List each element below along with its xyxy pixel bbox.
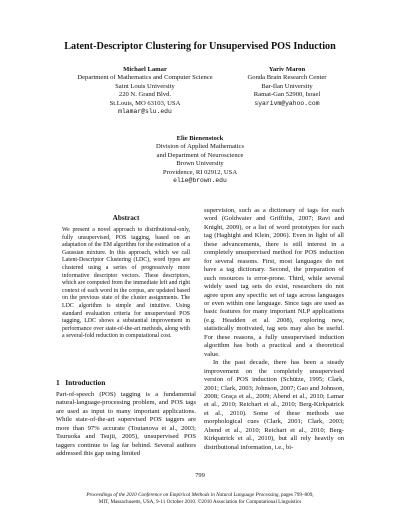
- author-affiliation-line: 220 N. Grand Blvd.: [118, 91, 172, 99]
- page-number: 799: [195, 472, 205, 479]
- right-column-paragraph: In the past decade, there has been a steady improvement on the completely unsupervised version of POS induction (Schütze, 1995; Clark, 2001; Clark, 2003; Johnson, 2007; Gao and Johnson, 2008; Graça et al., 2009; Abend et al., 2010; Lamar et al., 2010; Reichart et al., 2010; Berg-Kirkpatrick et al., 2010). Some of these methods use morphological cues (Clark, 2001; Clark, 2003; Abend et al., 2010; Reichart et al., 2010; Berg-Kirkpatrick et al., 2010), but all rely heavily on distributional information, i.e., bi-: [204, 359, 344, 451]
- author-email: syarivm@yahoo.com: [254, 99, 320, 107]
- author-affiliation-line: Department of Mathematics and Computer Science: [77, 74, 213, 82]
- author-affiliation-line: Bar-Ilan University: [261, 82, 313, 90]
- footer-location: MIT, Massachusetts, USA, 9-11 October 2010. ©2010 Association for Computational Linguistics: [98, 498, 302, 505]
- page-footer: [0, 492, 400, 505]
- author-affiliation-line: Providence, RI 02912, USA: [162, 168, 238, 176]
- footer-pages: , pages 799–809,: [278, 492, 314, 498]
- paper-title: Latent-Descriptor Clustering for Unsupervised POS Induction: [64, 41, 336, 52]
- author-block-maron: [232, 66, 342, 108]
- abstract-text: We present a novel approach to distributional-only, fully unsupervised, POS tagging, based on an adaptation of the EM algorithm for the estimation of a Gaussian mixture. In this approach, which we call Latent-Descriptor Clustering (LDC), word types are clustered using a series of progressively more informative descriptor vectors. These descriptors, which are computed from the immediate left and right context of each word in the corpus, are updated based on the previous state of the cluster assignments. The LDC algorithm is simple and intuitive. Using standard evaluation criteria for unsupervised POS tagging, LDC shows a substantial improvement in performance over state-of-the-art methods, along with a several-fold reduction in computational cost.: [62, 227, 190, 340]
- author-email: elie@brown.edu: [173, 177, 227, 185]
- right-column: [204, 207, 344, 452]
- left-column: [56, 214, 196, 341]
- author-affiliation-line: Saint Louis University: [115, 82, 175, 90]
- author-affiliation-line: Ramat-Gan 52900, Israel: [253, 91, 321, 99]
- right-column-paragraph: supervision, such as a dictionary of tags for each word (Goldwater and Griffiths, 2007; Ravi and Knight, 2009), or a list of word prototypes for each tag (Haghighi and Klein, 2006). Even in light of all these advancements, there is still interest in a completely unsupervised method for POS induction for several reasons. First, most languages do not have a tag dictionary. Second, the preparation of such resources is error-prone. Third, while several widely used tag sets do exist, researchers do not agree upon any specific set of tags across languages or even within one language. Since tags are used as basic features for many important NLP applications (e.g. Headden et al. 2008), exploring new, statistically motivated, tag sets may also be useful. For these reasons, a fully unsupervised induction algorithm has both a practical and a theoretical value.: [204, 207, 344, 358]
- author-affiliation-line: Brown University: [176, 160, 224, 168]
- author-name: Michael Lamar: [123, 66, 167, 73]
- author-block-bienenstock: [120, 135, 280, 185]
- author-affiliation-line: St.Louis, MO 63103, USA: [109, 99, 181, 107]
- author-name: Elie Bienenstock: [176, 135, 224, 142]
- author-block-lamar: [70, 66, 220, 116]
- author-email: mlamar@slu.edu: [118, 108, 172, 116]
- author-affiliation-line: Division of Applied Mathematics: [155, 143, 245, 151]
- footer-venue: Proceedings of the 2010 Conference on Empirical Methods in Natural Language Processing: [86, 492, 279, 498]
- author-affiliation-line: and Department of Neuroscience: [156, 151, 244, 159]
- section-heading-introduction: 1 Introduction: [56, 378, 106, 387]
- intro-paragraph: Part-of-speech (POS) tagging is a fundamental natural-language-processing problem, and POS tags are used as input to many important applications. While state-of-the-art supervised POS taggers are more than 97% accurate (Toutanova et al., 2003; Tsuruoka and Tsujii, 2005), unsupervised POS taggers continue to lag far behind. Several authors addressed this gap using limited: [56, 391, 196, 458]
- author-name: Yariv Maron: [268, 66, 306, 73]
- author-affiliation-line: Gonda Brain Research Center: [247, 74, 327, 82]
- abstract-heading: Abstract: [112, 214, 140, 222]
